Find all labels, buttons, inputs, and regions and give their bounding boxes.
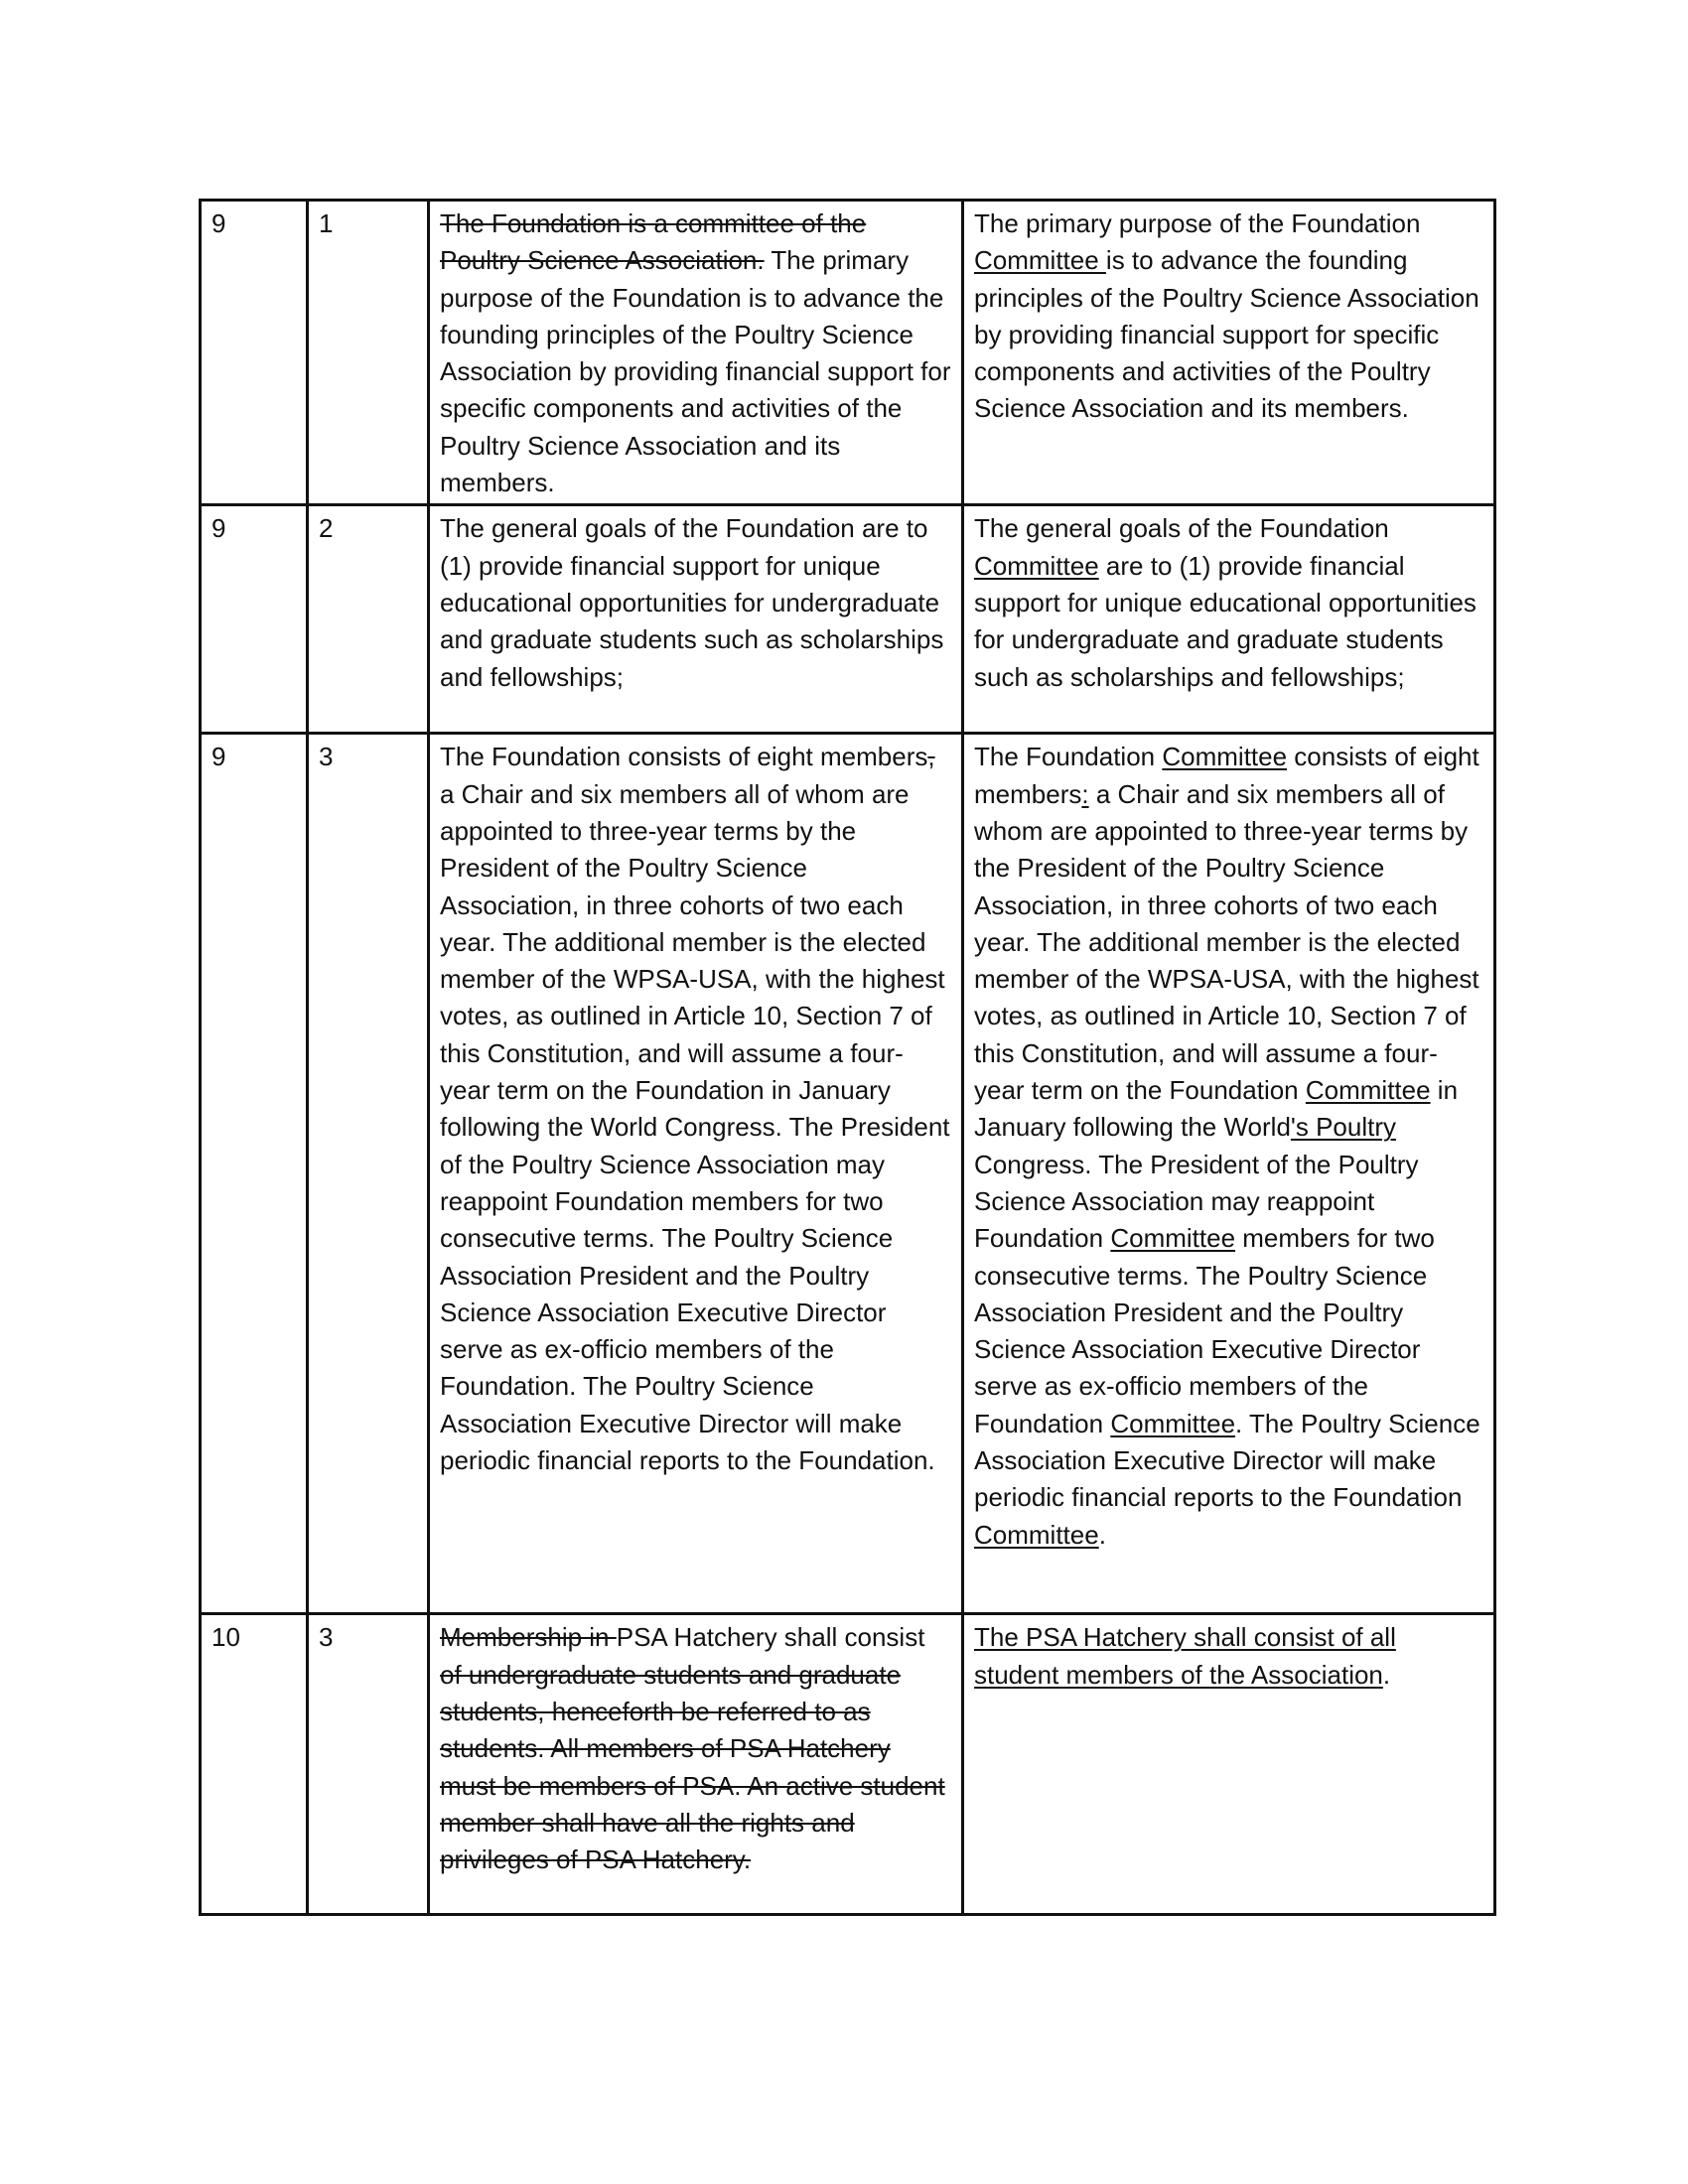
text-segment: The primary purpose of the Foundation is to advance the founding principles of the Poultry Science Association by providing financial support for specific components and activities of the Poultry Science Association and its members. bbox=[440, 245, 951, 498]
text-segment: Committee bbox=[1110, 1223, 1236, 1254]
section-cell: 1 bbox=[308, 201, 429, 505]
text-segment: The primary purpose of the Foundation bbox=[974, 208, 1421, 238]
text-segment: consists of eight members bbox=[974, 742, 1479, 809]
text-segment: a Chair and six members all of whom are appointed to three-year terms by the President of the Poultry Science Association, in three cohorts of two each year. The additional member is the elected member of the WPSA-USA, with the highest votes, as outlined in Article 10, Section 7 of this Constitution, and will assume a four-year term on the Foundation in January following the World Congress. The President of the Poultry Science Association may reappoint Foundation members for two consecutive terms. The Poultry Science Association President and the Poultry Science Association Executive Director serve as ex-officio members of the Foundation. The Poultry Science Association Executive Director will make periodic financial reports to the Foundation. bbox=[440, 778, 950, 1476]
proposed-text-cell bbox=[963, 1614, 1495, 1915]
text-segment: The Foundation bbox=[974, 742, 1163, 772]
current-text-cell bbox=[429, 505, 963, 734]
text-segment: Membership in bbox=[440, 1622, 617, 1653]
current-text-cell bbox=[429, 734, 963, 1614]
text-segment: . bbox=[1098, 1519, 1106, 1550]
article-cell: 9 bbox=[201, 201, 308, 505]
table-row bbox=[201, 201, 1495, 505]
proposed-text-cell bbox=[963, 505, 1495, 734]
article-cell: 9 bbox=[201, 734, 308, 1614]
text-segment: : bbox=[1081, 778, 1089, 809]
text-segment: Committee bbox=[974, 1519, 1099, 1550]
text-segment: . bbox=[1382, 1659, 1391, 1690]
text-segment: is to advance the founding principles of the Poultry Science Association by providing financial support for specific components and activities of the Poultry Science Association and its members. bbox=[974, 245, 1479, 424]
text-segment: The Foundation is a committee of the Poultry Science Association. bbox=[440, 208, 867, 276]
text-segment: Committee bbox=[1305, 1075, 1431, 1106]
text-segment: of undergraduate students and graduate students, henceforth be referred to as students. All members of PSA Hatchery must be members of PSA. An active student member shall have all the rights and privileges of PSA Hatchery. bbox=[440, 1659, 945, 1875]
text-segment: The Foundation consists of eight members bbox=[440, 742, 928, 772]
article-cell: 10 bbox=[201, 1614, 308, 1915]
table-row bbox=[201, 1614, 1495, 1915]
section-cell: 3 bbox=[308, 1614, 429, 1915]
amendments-table bbox=[199, 199, 1496, 1916]
table-row bbox=[201, 734, 1495, 1614]
text-segment: in January following the World bbox=[974, 1075, 1459, 1143]
current-text-cell bbox=[429, 201, 963, 505]
current-text-cell bbox=[429, 1614, 963, 1915]
text-segment: Congress. The President of the Poultry Science Association may reappoint Foundation bbox=[974, 1149, 1419, 1254]
text-segment: , bbox=[927, 742, 935, 772]
proposed-text-cell bbox=[963, 201, 1495, 505]
text-segment: The general goals of the Foundation are to (1) provide financial support for unique educational opportunities for undergraduate and graduate students such as scholarships and fellowships; bbox=[440, 513, 944, 692]
text-segment: PSA Hatchery shall consist bbox=[616, 1622, 925, 1653]
text-segment: a Chair and six members all of whom are appointed to three-year terms by the President of the Poultry Science Association, in three cohorts of two each year. The additional member is the elected member of the WPSA-USA, with the highest votes, as outlined in Article 10, Section 7 of this Constitution, and will assume a four-year term on the Foundation bbox=[974, 778, 1479, 1106]
text-segment: members for two consecutive terms. The Poultry Science Association President and the Poultry Science Association Executive Director serve as ex-officio members of the Foundation bbox=[974, 1223, 1435, 1438]
text-segment: The general goals of the Foundation bbox=[974, 513, 1389, 544]
proposed-text-cell bbox=[963, 734, 1495, 1614]
article-cell: 9 bbox=[201, 505, 308, 734]
text-segment: . The Poultry Science Association Executive Director will make periodic financial reports to the Foundation bbox=[974, 1408, 1480, 1513]
text-segment: Committee bbox=[974, 245, 1106, 276]
text-segment: 's Poultry bbox=[1290, 1112, 1397, 1143]
text-segment: Committee bbox=[974, 550, 1099, 581]
section-cell: 2 bbox=[308, 505, 429, 734]
text-segment: The PSA Hatchery shall consist of all student members of the Association bbox=[974, 1622, 1396, 1690]
table-row bbox=[201, 505, 1495, 734]
text-segment: are to (1) provide financial support for unique educational opportunities for undergraduate and graduate students such as scholarships and fellowships; bbox=[974, 550, 1477, 692]
text-segment: Committee bbox=[1110, 1408, 1236, 1438]
text-segment: Committee bbox=[1162, 742, 1288, 772]
section-cell: 3 bbox=[308, 734, 429, 1614]
